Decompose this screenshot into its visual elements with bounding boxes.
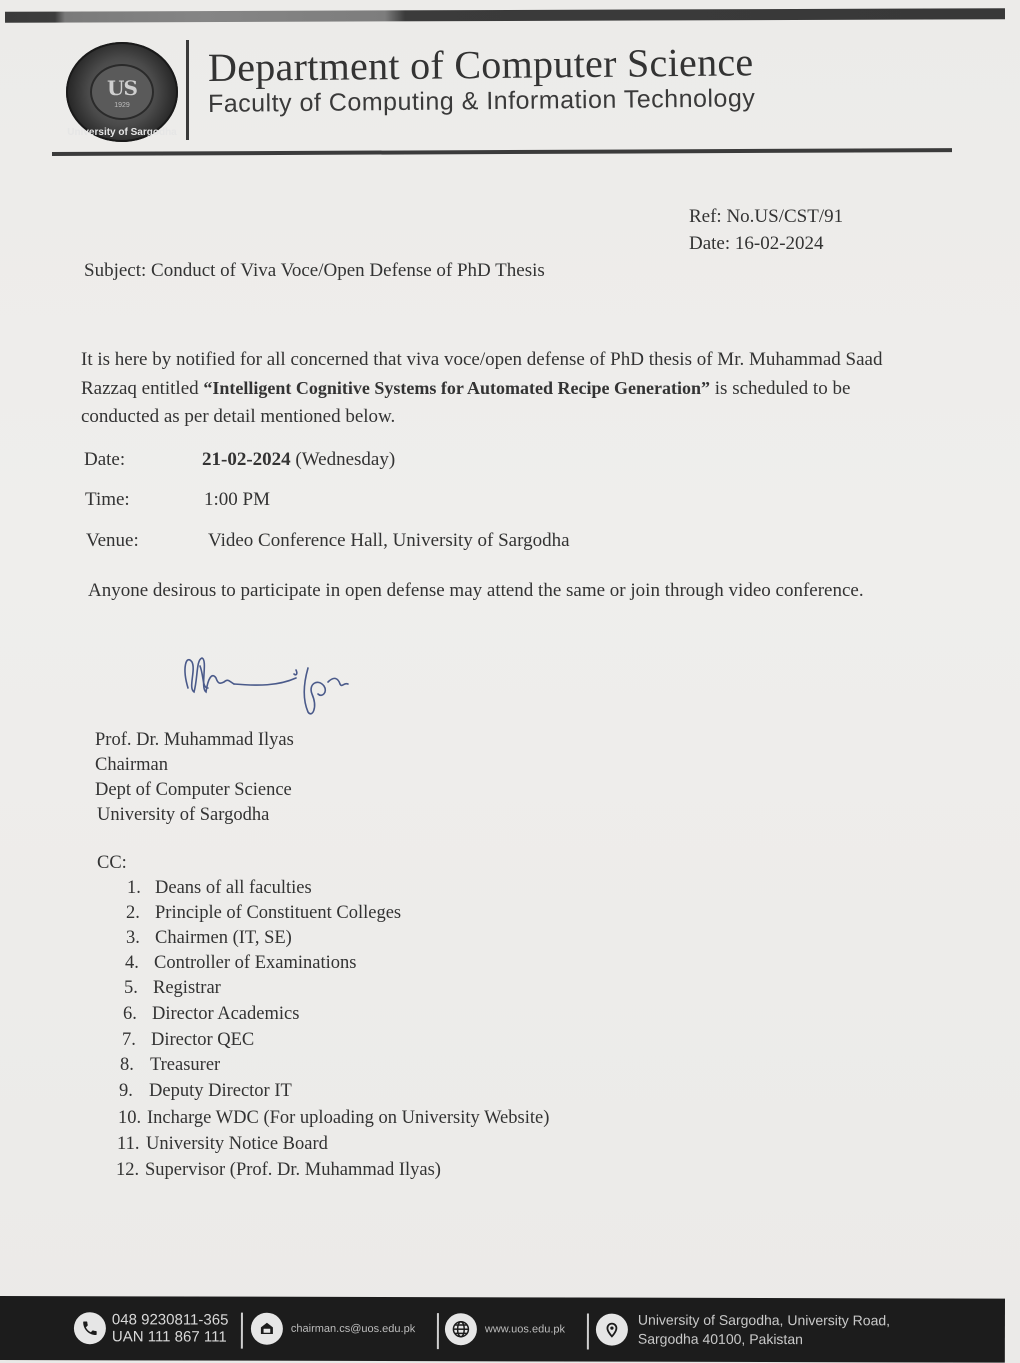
cc-item-text: Chairmen (IT, SE) — [155, 928, 292, 948]
footer-contact-band — [0, 1296, 1005, 1363]
notification-intro: It is here by notified for all concerned that viva voce/open defense of PhD thesis of Mr. Muhammad Saad Razzaq entitled — [81, 349, 883, 399]
cc-item-text: Registrar — [153, 978, 221, 998]
cc-item-text: Principle of Constituent Colleges — [155, 903, 402, 923]
department-title: Department of Computer Science — [207, 39, 754, 90]
seal-year: 1929 — [114, 102, 130, 109]
cc-item-number: 1. — [127, 878, 141, 898]
footer-phone — [74, 1296, 229, 1360]
footer-phone-text — [112, 1311, 229, 1345]
location-pin-icon — [596, 1314, 628, 1346]
cc-item-text: Treasurer — [150, 1055, 221, 1075]
header-rule — [52, 148, 952, 156]
header-divider — [186, 40, 189, 140]
defense-venue: Video Conference Hall, University of Sargodha — [208, 530, 570, 551]
cc-item-number: 9. — [119, 1081, 133, 1101]
defense-date: 21-02-2024 — [202, 449, 291, 470]
footer-address-line2: Sargodha 40100, Pakistan — [637, 1330, 803, 1348]
subject-line: Subject: Conduct of Viva Voce/Open Defense of PhD Thesis — [84, 260, 545, 281]
reference-block — [689, 203, 843, 257]
signatory-block — [95, 728, 294, 828]
footer-address-line1: University of Sargodha, University Road, — [637, 1311, 891, 1329]
cc-item — [123, 1004, 299, 1025]
footer-phone-number: 048 9230811-365 — [111, 1311, 229, 1329]
cc-item-text: Deans of all faculties — [155, 878, 312, 898]
cc-item — [126, 928, 292, 949]
cc-item-text: Deputy Director IT — [149, 1081, 292, 1101]
cc-item-text: University Notice Board — [146, 1134, 328, 1154]
signature-icon — [178, 648, 358, 720]
detail-venue-label: Venue: — [86, 530, 139, 551]
cc-label: CC: — [97, 853, 127, 873]
globe-icon — [445, 1313, 477, 1345]
cc-item-number: 8. — [120, 1055, 134, 1075]
cc-item-number: 7. — [122, 1030, 136, 1050]
footer-address-text — [638, 1311, 890, 1350]
footer-email-text: chairman.cs@uos.edu.pk — [290, 1322, 416, 1336]
cc-item-number: 4. — [125, 953, 139, 973]
notification-outro: is scheduled to be conducted as per detail mentioned below. — [81, 378, 851, 427]
footer-website — [445, 1297, 565, 1361]
cc-item — [118, 1108, 549, 1129]
signatory-department: Dept of Computer Science — [95, 780, 292, 800]
detail-date-value — [202, 449, 395, 471]
signatory-title: Chairman — [95, 755, 168, 775]
cc-item-text: Director Academics — [152, 1004, 300, 1024]
seal-monogram: US — [107, 76, 137, 100]
cc-item — [125, 953, 356, 974]
footer-email — [251, 1297, 415, 1361]
cc-item — [116, 1160, 441, 1181]
cc-item-number: 12. — [116, 1160, 140, 1180]
seal-inner — [90, 64, 154, 120]
mail-icon — [251, 1313, 283, 1345]
university-seal-icon — [66, 42, 178, 142]
cc-item-number: 5. — [124, 978, 138, 998]
cc-item — [127, 878, 312, 899]
cc-item-number: 3. — [126, 928, 140, 948]
top-border-bar — [5, 8, 1005, 22]
reference-number: Ref: No.US/CST/91 — [689, 206, 844, 227]
cc-item — [124, 978, 221, 999]
cc-item-text: Director QEC — [151, 1030, 255, 1050]
issue-date: Date: 16-02-2024 — [689, 233, 824, 254]
closing-paragraph: Anyone desirous to participate in open defense may attend the same or join through video conference. — [88, 580, 864, 601]
cc-item — [126, 903, 401, 924]
cc-item — [120, 1055, 220, 1076]
thesis-title: “Intelligent Cognitive Systems for Automated Recipe Generation” — [203, 378, 711, 398]
notification-paragraph — [81, 346, 911, 431]
cc-item-number: 2. — [126, 903, 140, 923]
cc-item-number: 10. — [118, 1108, 142, 1128]
signatory-institution: University of Sargodha — [97, 805, 270, 825]
cc-item — [117, 1134, 328, 1155]
footer-separator — [437, 1313, 439, 1349]
footer-address — [596, 1298, 890, 1363]
defense-time: 1:00 PM — [204, 489, 270, 510]
cc-item-number: 11. — [117, 1134, 140, 1154]
defense-weekday: (Wednesday) — [290, 449, 396, 470]
phone-icon — [74, 1312, 106, 1344]
footer-uan-number: UAN 111 867 111 — [111, 1328, 227, 1346]
cc-item — [122, 1030, 254, 1051]
footer-website-text: www.uos.edu.pk — [484, 1323, 566, 1336]
signatory-name: Prof. Dr. Muhammad Ilyas — [95, 730, 294, 750]
detail-time-label: Time: — [85, 489, 130, 510]
cc-item-text: Supervisor (Prof. Dr. Muhammad Ilyas) — [145, 1160, 441, 1180]
footer-separator — [587, 1314, 589, 1350]
footer-separator — [241, 1313, 243, 1349]
cc-item-text: Incharge WDC (For uploading on University Website) — [147, 1108, 550, 1128]
seal-ring-text: University of Sargodha — [67, 127, 177, 138]
cc-item-number: 6. — [123, 1004, 137, 1024]
detail-date-label: Date: — [84, 449, 126, 470]
faculty-title: Faculty of Computing & Information Technology — [207, 84, 756, 118]
cc-item-text: Controller of Examinations — [154, 953, 357, 973]
cc-item — [119, 1081, 292, 1102]
